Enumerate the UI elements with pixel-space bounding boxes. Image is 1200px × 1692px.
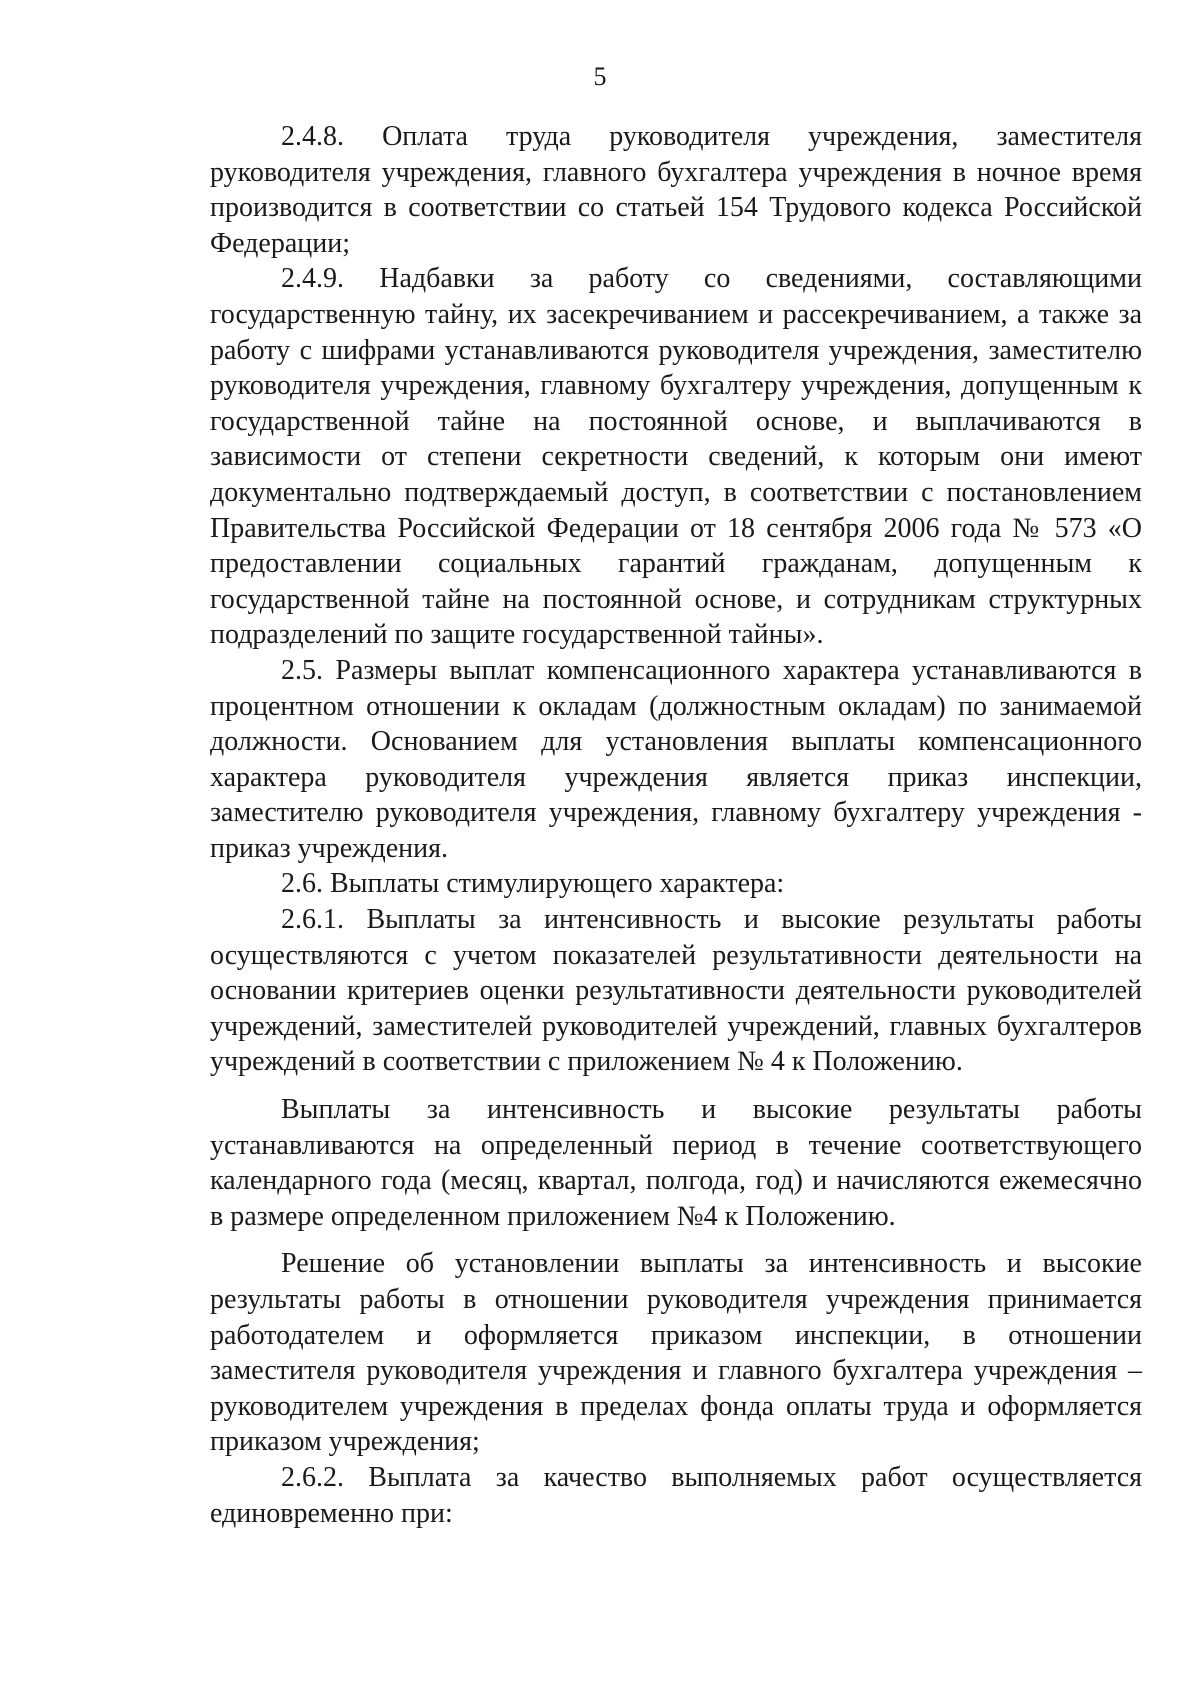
paragraph-2-6-2: 2.6.2. Выплата за качество выполняемых работ осуществляется единовременно при: [210, 1461, 1142, 1529]
paragraph-2-4-9: 2.4.9. Надбавки за работу со сведениями, составляющими государственную тайну, их засекречиванием и рассекречиванием, а также за работу с шифрами устанавливаются руководителя учреждения, заместителю руководителя учреждения, главному бухгалтеру учреждения, допущенным к государственной тайне на постоянной основе, и выплачиваются в зависимости от степени секретности сведений, к которым они имеют документально подтверждаемый доступ, в соответствии с постановлением Правительства Российской Федерации от 18 сентября 2006 года № 573 «О предоставлении социальных гарантий гражданам, допущенным к государственной тайне на постоянной основе, и сотрудникам структурных подразделений по защите государственной тайны». [210, 263, 1142, 651]
paragraph-2-4-8: 2.4.8. Оплата труда руководителя учреждения, заместителя руководителя учреждения, главного бухгалтера учреждения в ночное время производится в соответствии со статьей 154 Трудового кодекса Российской Федерации; [210, 121, 1142, 259]
paragraph-2-6-1: 2.6.1. Выплаты за интенсивность и высокие результаты работы осуществляются с учетом показателей результативности деятельности на основании критериев оценки результативности деятельности руководителей учреждений, заместителей руководителей учреждений, главных бухгалтеров учреждений в соответствии с приложением № 4 к Положению. [210, 904, 1142, 1078]
paragraph-decision: Решение об установлении выплаты за интенсивность и высокие результаты работы в отношении руководителя учреждения принимается работодателем и оформляется приказом инспекции, в отношении заместителя руководителя учреждения и главного бухгалтера учреждения – руководителем учреждения в пределах фонда оплаты труда и оформляется приказом учреждения; [210, 1248, 1142, 1458]
page-number: 5 [593, 62, 607, 91]
paragraph-2-6: 2.6. Выплаты стимулирующего характера: [281, 868, 785, 900]
paragraph-2-5: 2.5. Размеры выплат компенсационного характера устанавливаются в процентном отношении к окладам (должностным окладам) по занимаемой должности. Основанием для установления выплаты компенсационного характера руководителя учреждения является приказ инспекции, заместителю руководителя учреждения, главному бухгалтеру учреждения - приказ учреждения. [210, 654, 1142, 864]
paragraph-intensity-payments: Выплаты за интенсивность и высокие результаты работы устанавливаются на определенный период в течение соответствующего календарного года (месяц, квартал, полгода, год) и начисляются ежемесячно в размере определенном приложением №4 к Положению. [210, 1094, 1142, 1232]
document-body [210, 119, 1142, 1531]
